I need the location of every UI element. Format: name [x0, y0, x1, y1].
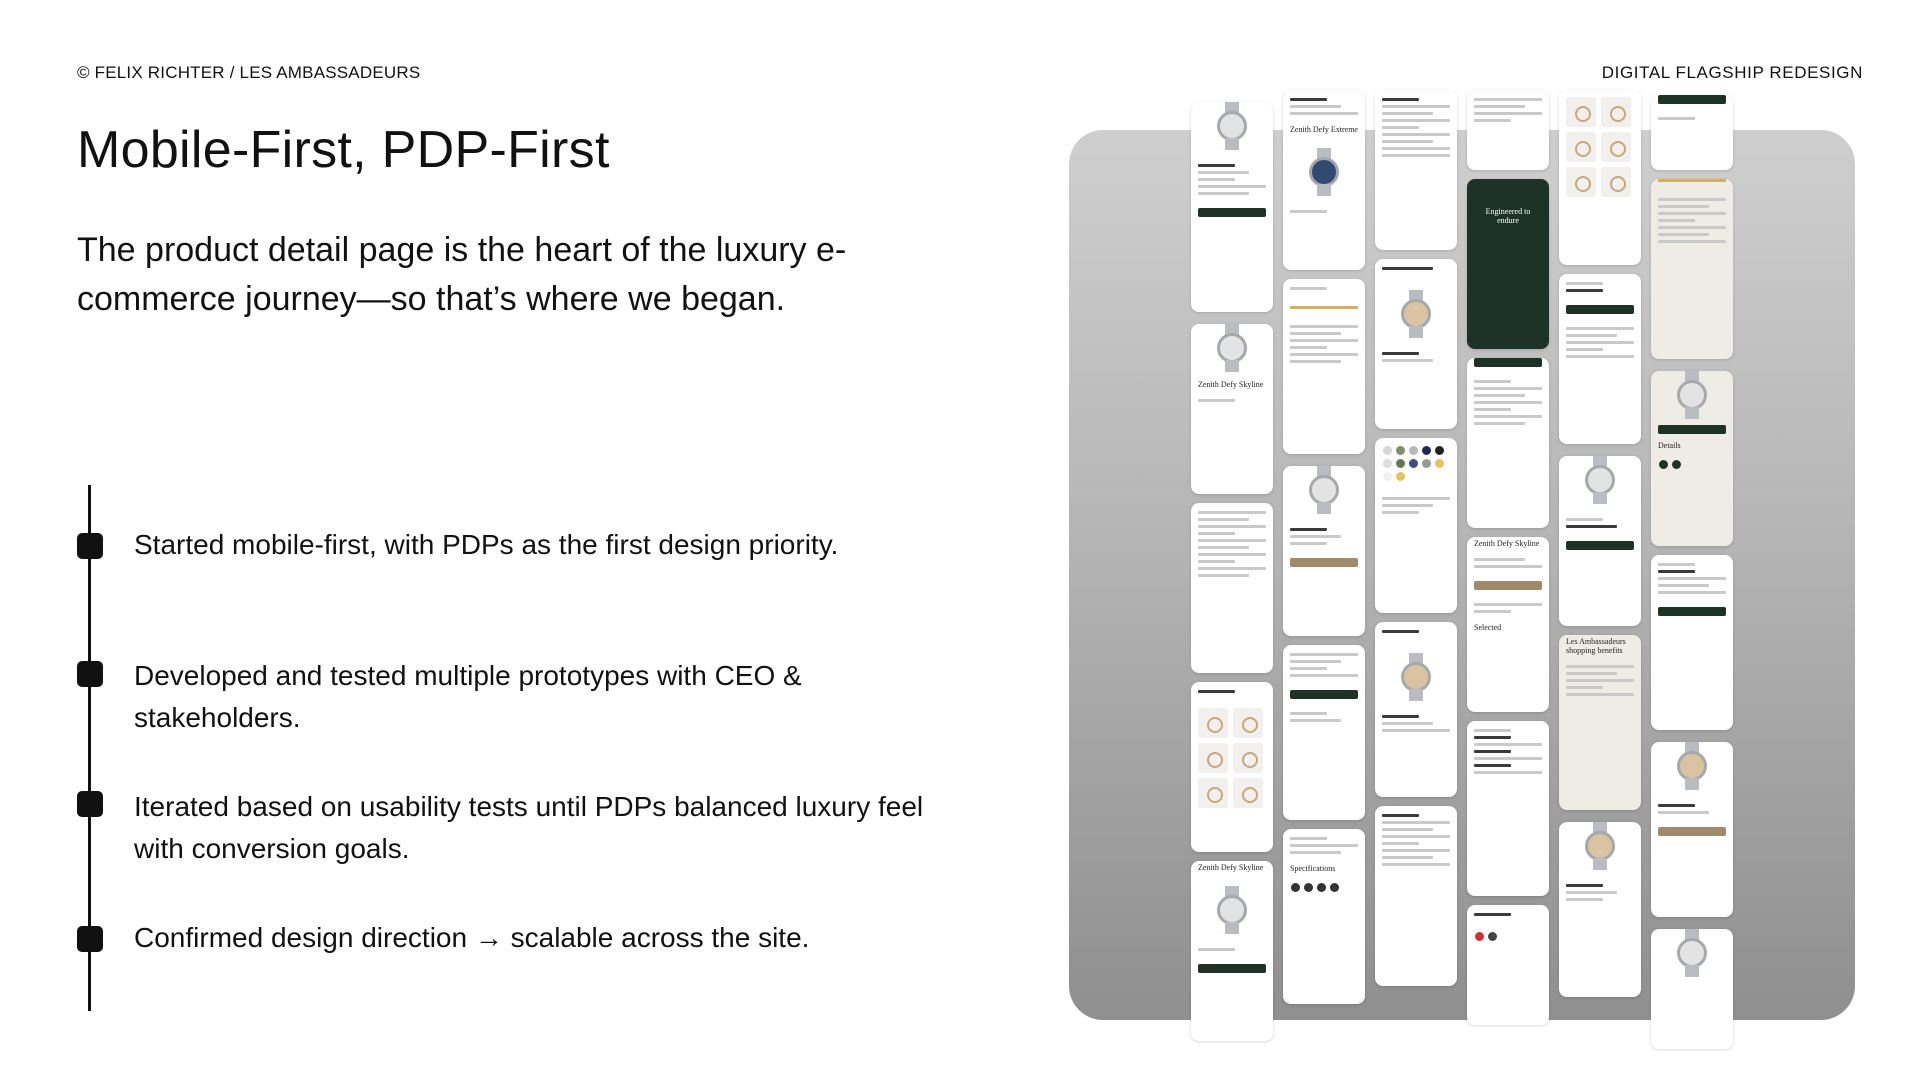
mockup-screen: [1467, 721, 1549, 896]
timeline-bullet: [77, 661, 103, 687]
mockup-column: [1191, 90, 1273, 1050]
mockup-screen: [1559, 274, 1641, 444]
mockup-screen: [1559, 90, 1641, 265]
mockup-screen: [1375, 622, 1457, 797]
mockup-screen: [1191, 682, 1273, 852]
mockup-screen: [1191, 324, 1273, 494]
timeline-bullet: [77, 533, 103, 559]
mockup-column: [1559, 90, 1641, 1006]
mockup-screen: [1651, 555, 1733, 730]
mockup-column: [1375, 90, 1457, 995]
mockup-screen-title: Les Ambassadeurs shopping benefits: [1566, 637, 1626, 655]
mockup-screen: [1375, 806, 1457, 986]
mockup-screen: [1651, 929, 1733, 1049]
mockup-screen: [1191, 861, 1273, 1041]
mockup-screen-title: Zenith Defy Extreme: [1290, 125, 1358, 134]
mockup-screen: [1375, 90, 1457, 250]
mockup-screen: [1375, 259, 1457, 429]
timeline-item: Started mobile-first, with PDPs as the first design priority.: [134, 529, 839, 560]
mockup-screen: [1283, 829, 1365, 1004]
timeline-item: Confirmed design direction → scalable across the site.: [134, 922, 810, 953]
mockup-screen: [1467, 537, 1549, 712]
mockup-column: [1651, 90, 1733, 1058]
timeline-bullet: [77, 926, 103, 952]
credit-label: © FELIX RICHTER / LES AMBASSADEURS: [77, 63, 421, 82]
mockup-column: [1467, 90, 1549, 1034]
mockup-screen: [1283, 279, 1365, 454]
mockup-screen-title: Zenith Defy Skyline: [1198, 380, 1264, 389]
mockup-screen: [1467, 179, 1549, 349]
mockup-screen-title: Zenith Defy Skyline: [1474, 539, 1540, 548]
timeline-bullet: [77, 791, 103, 817]
mockup-screen: [1467, 90, 1549, 170]
mockup-screen: [1467, 905, 1549, 1025]
mockup-screen: [1467, 358, 1549, 528]
mockup-screen: [1651, 179, 1733, 359]
mockup-screen-title: Details: [1658, 441, 1681, 450]
mockup-screen: [1559, 822, 1641, 997]
timeline-item: Iterated based on usability tests until PDPs balanced luxury feel with conversion goals.: [134, 791, 924, 864]
timeline-item: Developed and tested multiple prototypes with CEO & stakeholders.: [134, 660, 802, 733]
slide-subtitle: The product detail page is the heart of the luxury e-commerce journey—so that’s where we began.: [77, 231, 847, 318]
mockup-screen-title: Zenith Defy Skyline: [1198, 863, 1264, 872]
mockup-screen: [1283, 466, 1365, 636]
mockup-screen: [1283, 645, 1365, 820]
mockup-screen: [1375, 438, 1457, 613]
mockup-screen: [1651, 742, 1733, 917]
mockup-collage: [1069, 125, 1855, 1020]
mockup-screen: [1559, 456, 1641, 626]
mockup-column: [1283, 90, 1365, 1013]
mockup-screen: [1191, 102, 1273, 312]
mockup-screen: [1191, 503, 1273, 673]
mockup-screen: [1651, 95, 1733, 170]
mockup-screen: [1283, 90, 1365, 270]
mockup-screen-title: Selected: [1474, 623, 1502, 632]
mockup-screen-title: Engineered to endure: [1485, 207, 1531, 225]
mockup-screen-title: Specifications: [1290, 864, 1336, 873]
mockup-screen: [1651, 371, 1733, 546]
slide-title: Mobile-First, PDP-First: [77, 121, 610, 179]
mockup-screen: [1559, 635, 1641, 810]
project-label: DIGITAL FLAGSHIP REDESIGN: [1601, 63, 1863, 82]
